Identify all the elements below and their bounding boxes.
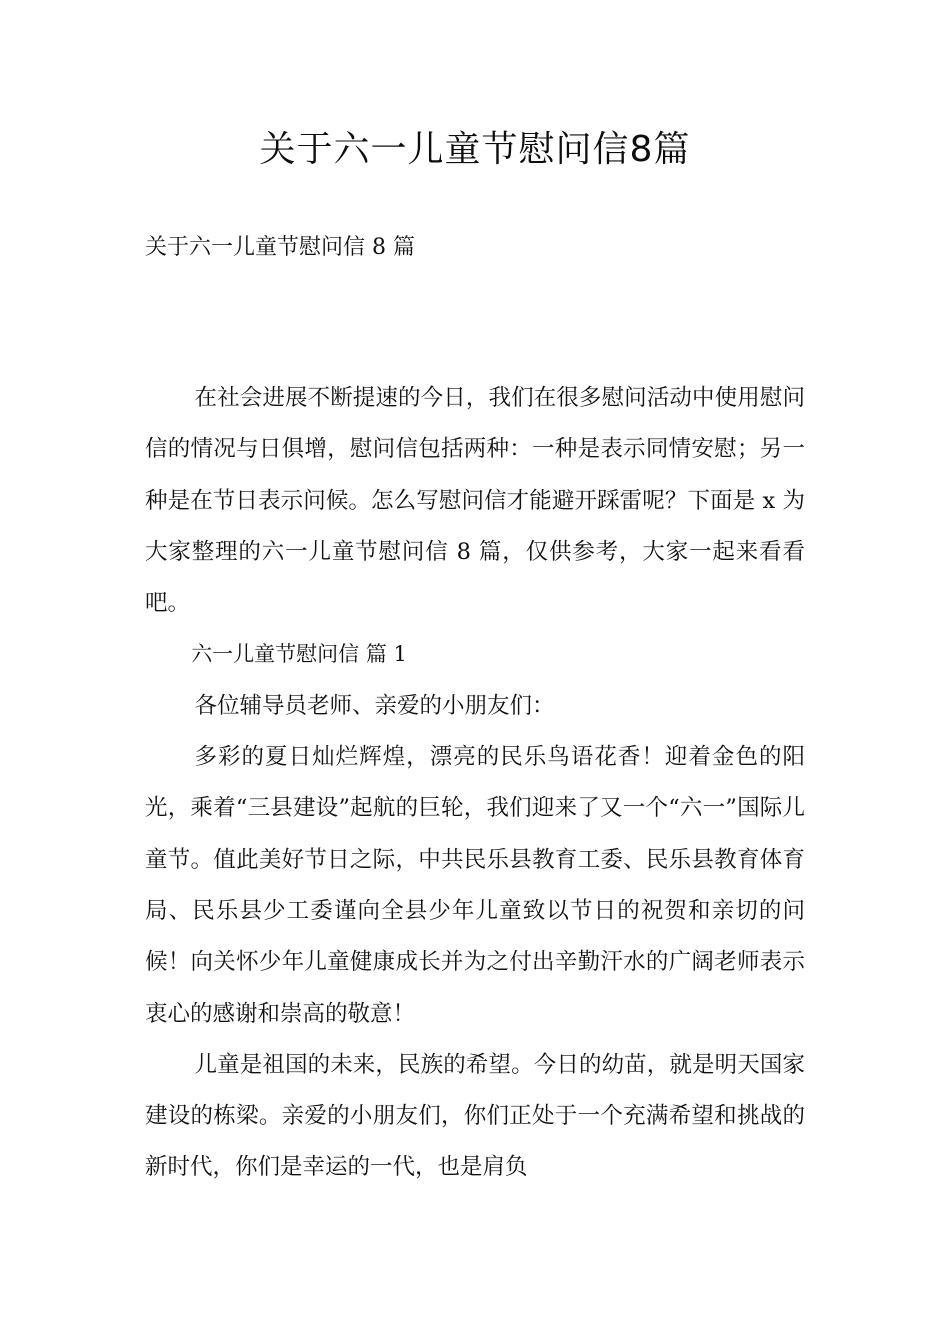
- salutation-paragraph: 各位辅导员老师、亲爱的小朋友们：: [194, 692, 555, 719]
- intro-paragraph: 在社会进展不断提速的今日，我们在很多慰问活动中使用慰问信的情况与日俱增，慰问信包括两种：一种是表示同情安慰；另一种是在节日表示问候。怎么写慰问信才能避开踩雷呢？下面是 x 为大家整理的六一儿童节慰问信 8 篇，仅供参考，大家一起来看看吧。: [145, 385, 805, 617]
- body-paragraph-2: 儿童是祖国的未来，民族的希望。今日的幼苗，就是明天国家建设的栋梁。亲爱的小朋友们，你们正处于一个充满希望和挑战的新时代，你们是幸运的一代，也是肩负: [145, 1051, 805, 1181]
- section-heading: 六一儿童节慰问信 篇 1: [191, 642, 407, 667]
- document-subtitle: 关于六一儿童节慰问信 8 篇: [145, 235, 415, 260]
- document-body: [145, 373, 805, 1194]
- body-paragraph-1: 多彩的夏日灿烂辉煌，漂亮的民乐鸟语花香！迎着金色的阳光，乘着“三县建设”起航的巨轮，我们迎来了又一个“六一”国际儿童节。值此美好节日之际，中共民乐县教育工委、民乐县教育体育局、民乐县少工委谨向全县少年儿童致以节日的祝贺和亲切的问候！向关怀少年儿童健康成长并为之付出辛勤汗水的广阔老师表示衷心的感谢和崇高的敬意！: [145, 744, 805, 1027]
- document-title: 关于六一儿童节慰问信8篇: [259, 129, 691, 170]
